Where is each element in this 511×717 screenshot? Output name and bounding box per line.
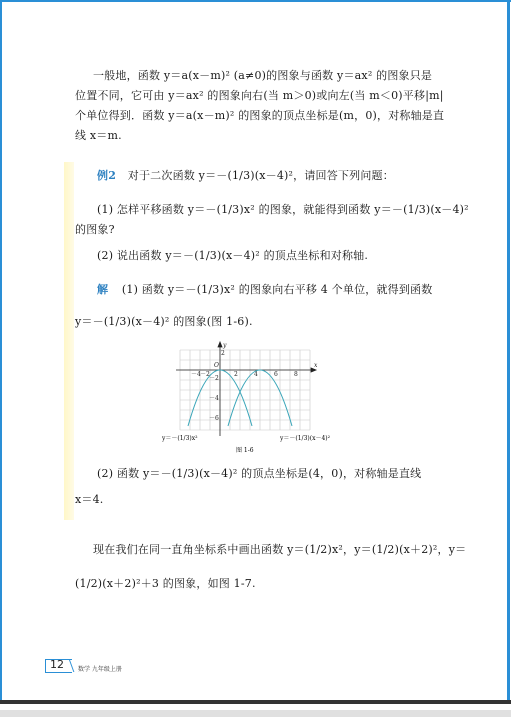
- curve-label-right: y＝－(1/3)(x－4)²: [280, 435, 331, 442]
- x-tick-8: 8: [294, 371, 298, 378]
- page-number: 12: [50, 658, 64, 671]
- solution-line-2: y＝－(1/3)(x－4)² 的图象(图 1-6).: [75, 315, 253, 328]
- intro-line-1: 一般地，函数 y＝a(x－m)² (a≠0)的图象与函数 y＝ax² 的图象只是: [93, 69, 433, 82]
- intro-line-3: 个单位得到．函数 y＝a(x－m)² 的图象的顶点坐标是(m，0)，对称轴是直: [75, 109, 445, 122]
- origin-label: O: [214, 362, 219, 369]
- page-frame-top: [0, 0, 511, 2]
- y-tick-neg2: －2: [209, 375, 219, 382]
- x-tick-neg4: －4: [191, 371, 201, 378]
- intro-line-4: 线 x＝m.: [75, 129, 122, 142]
- x-axis-label: x: [314, 362, 318, 369]
- solution-text-1: (1) 函数 y＝－(1/3)x² 的图象向右平移 4 个单位，就得到函数: [121, 283, 433, 296]
- page-bottom-bar: [0, 700, 511, 704]
- question-2: (2) 说出函数 y＝－(1/3)(x－4)² 的顶点坐标和对称轴.: [97, 249, 369, 262]
- x-tick-6: 6: [274, 371, 278, 378]
- figure-caption: 图 1-6: [236, 447, 254, 454]
- question-1-line-1: (1) 怎样平移函数 y＝－(1/3)x² 的图象，就能得到函数 y＝－(1/3)(x－4)²: [97, 203, 469, 216]
- y-tick-neg6: －6: [209, 415, 219, 422]
- example-label: 例2: [97, 169, 117, 182]
- closing-line-1: 现在我们在同一直角坐标系中画出函数 y＝(1/2)x²，y＝(1/2)(x＋2)²，y＝: [93, 543, 467, 556]
- page-frame-right: [507, 0, 510, 700]
- example-highlight-bar: [64, 162, 74, 520]
- closing-line-2: (1/2)(x＋2)²＋3 的图象，如图 1-7.: [75, 577, 256, 590]
- x-tick-neg2: －2: [200, 371, 210, 378]
- example-stem: 对于二次函数 y＝－(1/3)(x－4)²，请回答下列问题：: [127, 169, 394, 182]
- grid: [180, 350, 310, 430]
- x-tick-4: 4: [254, 371, 258, 378]
- solution-line-1: [97, 280, 432, 300]
- solution-2-line-1: (2) 函数 y＝－(1/3)(x－4)² 的顶点坐标是(4，0)，对称轴是直线: [97, 467, 422, 480]
- y-tick-neg4: －4: [209, 395, 219, 402]
- solution-label: 解: [97, 283, 109, 296]
- page-bottom-edge: [0, 710, 511, 717]
- figure-1-6-graph: [162, 340, 342, 458]
- solution-2-line-2: x＝4.: [75, 493, 104, 506]
- book-title: 数学 九年级上册: [78, 666, 122, 673]
- intro-line-2: 位置不同，它可由 y＝ax² 的图象向右(当 m＞0)或向左(当 m＜0)平移|m|: [75, 89, 444, 102]
- page-frame-left: [0, 0, 2, 700]
- question-1-line-2: 的图象?: [75, 223, 115, 236]
- curve-label-left: y＝－(1/3)x²: [162, 435, 198, 442]
- y-tick-2: 2: [221, 350, 225, 357]
- x-tick-2: 2: [234, 371, 238, 378]
- axes: [176, 342, 316, 436]
- y-axis-label: y: [223, 342, 227, 349]
- example-header: [97, 166, 394, 186]
